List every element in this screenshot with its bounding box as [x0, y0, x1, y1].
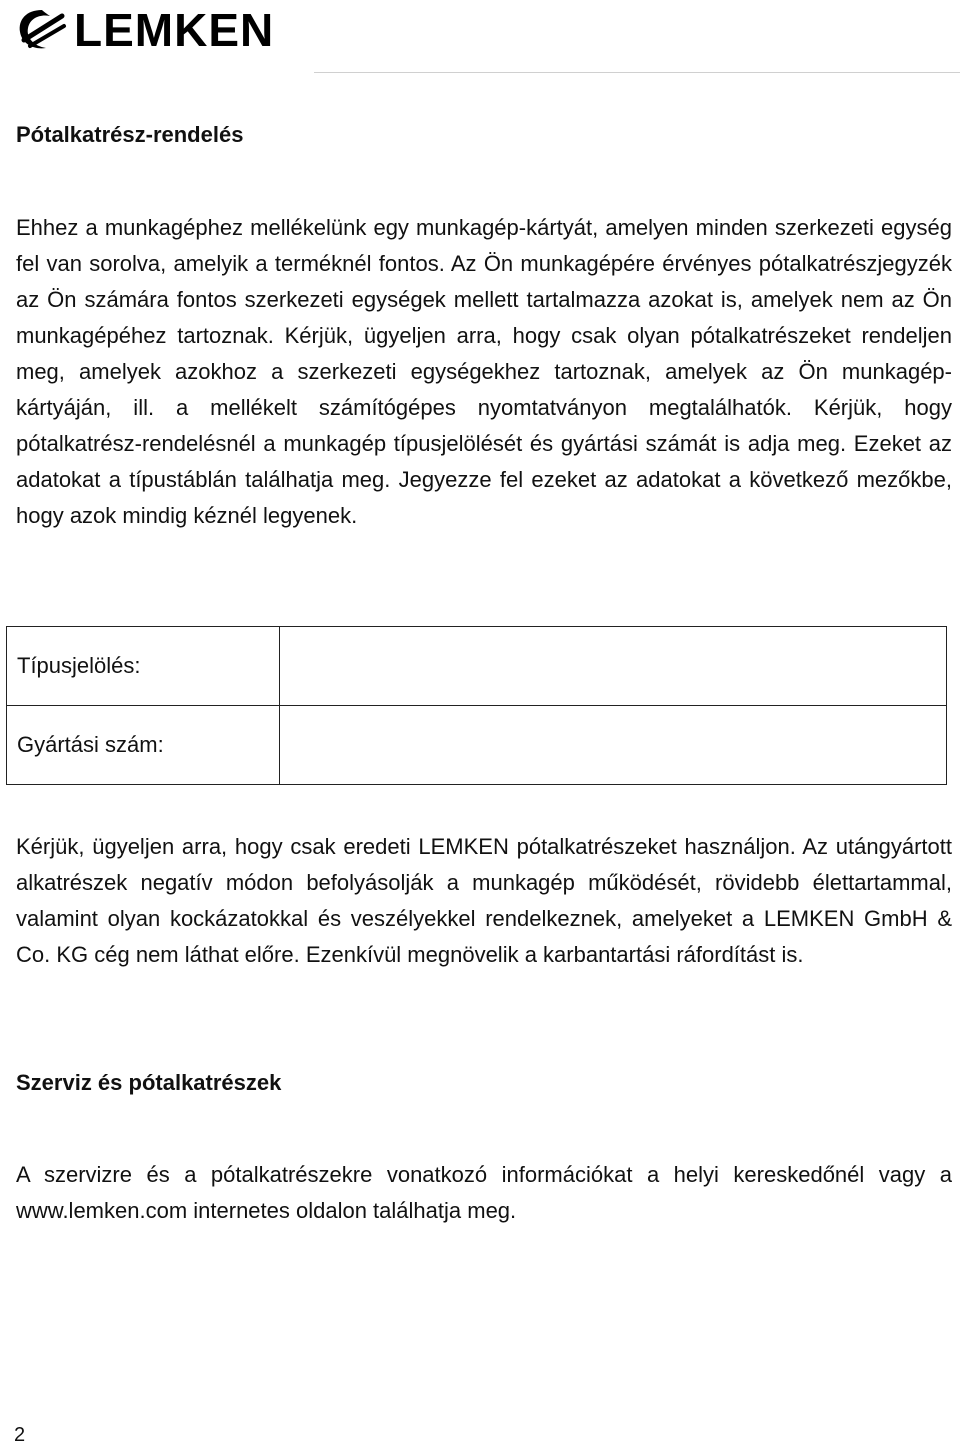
serial-number-value-field[interactable] [280, 706, 947, 785]
brand-name: LEMKEN [74, 4, 275, 56]
paragraph-parts-order: Ehhez a munkagéphez mellékelünk egy munkagép-kártyát, amelyen minden szerkezeti egység fel van sorolva, amelyik a terméknél fontos. Az Ön munkagépére érvényes pótalkatrészjegyzék az Ön számára fontos szerkezeti egységek mellett tartalmazza azokat is, amelyek nem az Ön munkagépéhez tartoznak. Kérjük, ügyeljen arra, hogy csak olyan pótalkatrészeket rendeljen meg, amelyek azokhoz a szerkezeti egységekhez tartoznak, amelyek az Ön munkagép-kártyáján, ill. a mellékelt számítógépes nyomtatványon megtalálhatók. Kérjük, hogy pótalkatrész-rendelésnél a munkagép típusjelölését és gyártási számát is adja meg. Ezeket az adatokat a típustáblán találhatja meg. Jegyezze fel ezeket az adatokat a következő mezőkbe, hogy azok mindig kéznél legyenek. [16, 215, 952, 528]
paragraph-service: A szervizre és a pótalkatrészekre vonatkozó információkat a helyi kereskedőnél vagy a www.lemken.com internetes oldalon találhatja meg. [16, 1162, 952, 1223]
type-value-field[interactable] [280, 627, 947, 706]
serial-number-label: Gyártási szám: [7, 706, 280, 785]
heading-parts-order: Pótalkatrész-rendelés [16, 122, 244, 147]
brand-logo [16, 4, 274, 56]
type-label: Típusjelölés: [7, 627, 280, 706]
heading-service: Szerviz és pótalkatrészek [16, 1070, 282, 1095]
table-row [7, 706, 947, 785]
lemken-swirl-icon [16, 6, 68, 54]
table-row [7, 627, 947, 706]
header-divider [314, 72, 960, 73]
machine-id-table [6, 626, 947, 785]
paragraph-original-parts: Kérjük, ügyeljen arra, hogy csak eredeti LEMKEN pótalkatrészeket használjon. Az utángyártott alkatrészek negatív módon befolyásolják a munkagép működését, rövidebb élettartammal, valamint olyan kockázatokkal és veszélyekkel rendelkeznek, amelyeket a LEMKEN GmbH & Co. KG cég nem láthat előre. Ezenkívül megnövelik a karbantartási ráfordítást is. [16, 834, 952, 967]
page-number: 2 [14, 1424, 26, 1446]
